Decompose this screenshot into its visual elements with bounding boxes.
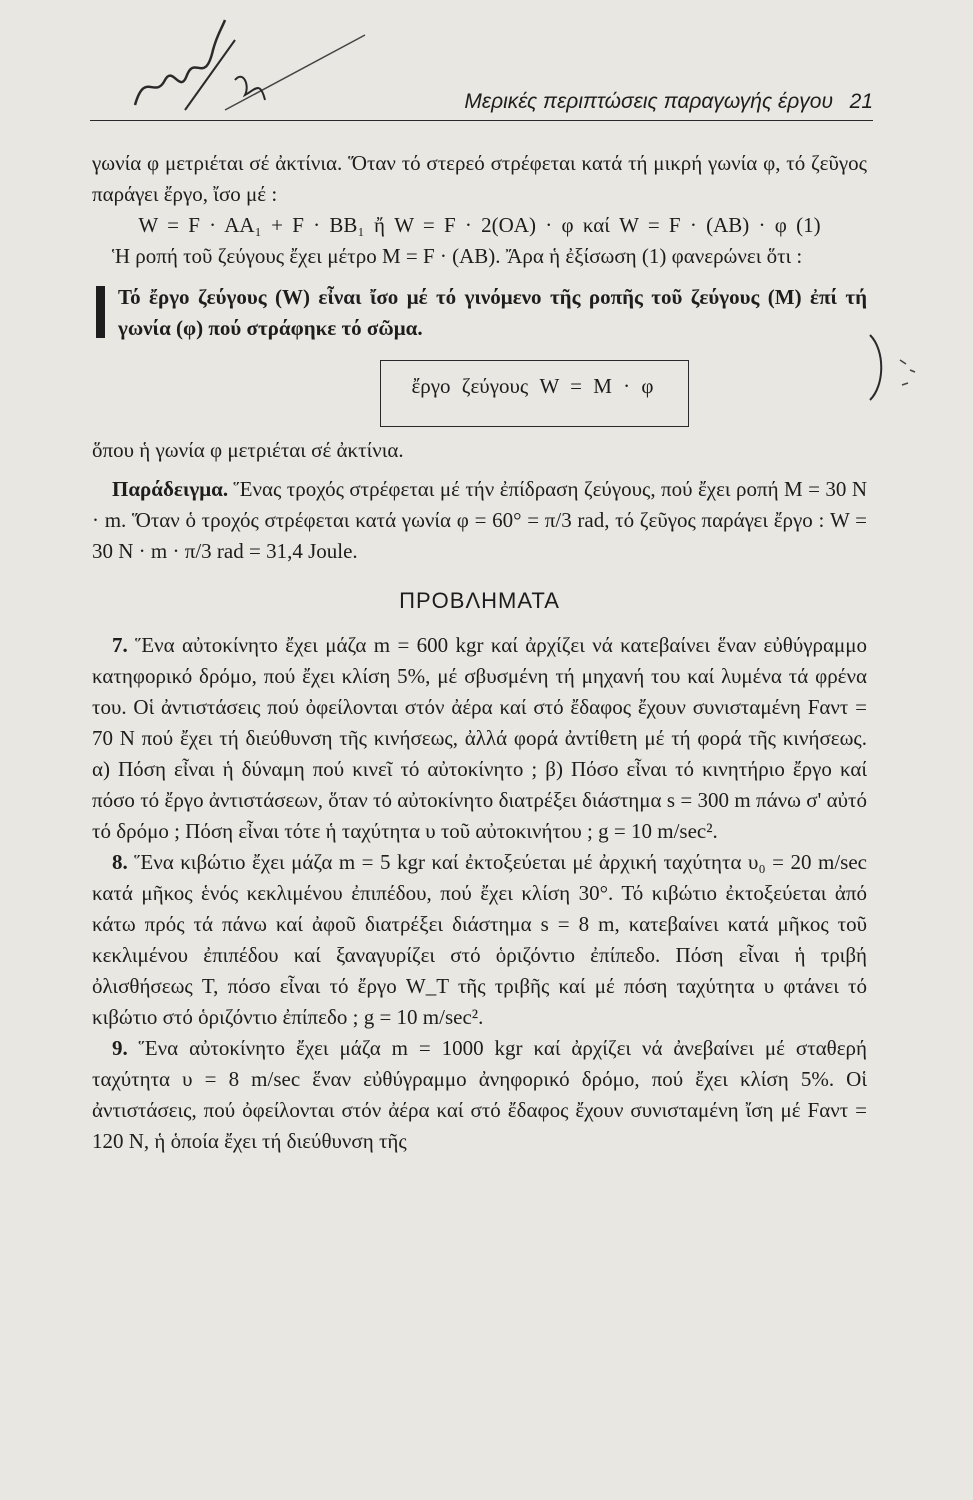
page-number: 21 — [849, 90, 873, 113]
problem-number: 8. — [112, 850, 128, 874]
key-statement-text: Τό ἔργο ζεύγους (W) εἶναι ἴσο μέ τό γινόμενο τῆς ροπῆς τοῦ ζεύγους (M) ἐπί τή γωνία (φ) πού στράφηκε τό σῶμα. — [118, 285, 867, 340]
problem-number: 9. — [112, 1036, 128, 1060]
paragraph-torque: Ἡ ροπή τοῦ ζεύγους ἔχει μέτρο M = F · (AB). Ἄρα ἡ ἐξίσωση (1) φανερώνει ὅτι : — [112, 244, 803, 268]
paragraph-intro: γωνία φ μετριέται σέ ἀκτίνια. Ὅταν τό στερεό στρέφεται κατά τή μικρή γωνία φ, τό ζεῦγος παράγει ἔργο, ἴσο μέ : — [92, 151, 867, 206]
example-label: Παράδειγμα. — [112, 477, 229, 501]
margin-mark-icon — [860, 330, 960, 410]
margin-bar — [96, 286, 105, 338]
example-paragraph — [92, 474, 867, 567]
example-text: Ἕνας τροχός στρέφεται μέ τήν ἐπίδραση ζεύγους, πού ἔχει ροπή M = 30 N · m. Ὅταν ὁ τροχός στρέφεται κατά γωνία φ = 60° = π/3 rad, τό ζεῦγος παράγει ἔργο : W = 30 N · m · π/3 rad = 31,4 Joule. — [92, 477, 867, 563]
formula-work: W = F · AA₁ + F · BB₁ ἤ W = F · 2(OA) · φ καί W = F · (AB) · φ (1) — [138, 213, 821, 237]
problem-7 — [92, 630, 867, 847]
page-body — [92, 148, 867, 1157]
problem-8 — [92, 847, 867, 1033]
problem-text: Ἕνα κιβώτιο ἔχει μάζα m = 5 kgr καί ἐκτοξεύεται μέ ἀρχική ταχύτητα υ₀ = 20 m/sec κατά μῆκος ἑνός κεκλιμένου ἐπιπέδου, πού ἔχει κλίση 30°. Τό κιβώτιο ἐκτοξεύεται ἀπό κάτω πρός τά πάνω καί ἀφοῦ διατρέξει διάστημα s = 8 m, κατεβαίνει κατά μῆκος τοῦ κεκλιμένου ἐπιπέδου καί ξαναγυρίζει στό ὁριζόντιο ἐπίπεδο. Πόση εἶναι ἡ τριβή ὀλισθήσεως T, πόσο εἶναι τό ἔργο W_T τῆς τριβῆς καί μέ πόση ταχύτητα υ φτάνει τό κιβώτιο στό ὁριζόντιο ἐπίπεδο ; g = 10 m/sec². — [92, 850, 867, 1029]
problem-number: 7. — [112, 633, 128, 657]
problem-text: Ἕνα αὐτοκίνητο ἔχει μάζα m = 1000 kgr καί ἀρχίζει νά ἀνεβαίνει μέ σταθερή ταχύτητα υ = 8 m/sec ἕναν εὐθύγραμμο ἀνηφορικό δρόμο, πού ἔχει κλίση 5%. Οἱ ἀντιστάσεις, πού ὀφείλονται στόν ἀέρα καί στό ἔδαφος ἔχουν συνισταμένη ἴση μέ Fαντ = 120 N, ἡ ὁποία ἔχει τή διεύθυνση τῆς — [92, 1036, 867, 1153]
key-statement — [92, 282, 867, 344]
paragraph-radians: ὅπου ἡ γωνία φ μετριέται σέ ἀκτίνια. — [92, 438, 404, 462]
formula-box-wrap — [92, 360, 867, 427]
running-header — [90, 90, 873, 121]
header-title: Μερικές περιπτώσεις παραγωγής έργου — [464, 90, 833, 113]
boxed-formula: ἔργο ζεύγους W = M · φ — [380, 360, 688, 427]
problem-text: Ἕνα αὐτοκίνητο ἔχει μάζα m = 600 kgr καί ἀρχίζει νά κατεβαίνει ἕναν εὐθύγραμμο κατηφορικό δρόμο, πού ἔχει κλίση 5%, μέ σβυσμένη τή μηχανή του καί λυμένα τά φρένα του. Οἱ ἀντιστάσεις πού ὀφείλονται στόν ἀέρα καί στό ἔδαφος ἔχουν συνισταμένη Fαντ = 70 N πού ἔχει τή διεύθυνση τῆς κινήσεως, ἀλλά φορά ἀντίθετη μέ τή φορά τῆς κινήσεως. α) Πόση εἶναι ἡ δύναμη πού κινεῖ τό αὐτοκίνητο ; β) Πόσο εἶναι τό κινητήριο ἔργο καί πόσο τό ἔργο ἀντιστάσεων, ὅταν τό αὐτοκίνητο διατρέξει διάστημα s = 300 m πάνω σ' αὐτό τό δρόμο ; Πόση εἶναι τότε ἡ ταχύτητα υ τοῦ αὐτοκινήτου ; g = 10 m/sec². — [92, 633, 867, 843]
section-title: ΠΡΟΒΛΗΜΑΤΑ — [399, 588, 560, 613]
problem-9 — [92, 1033, 867, 1157]
